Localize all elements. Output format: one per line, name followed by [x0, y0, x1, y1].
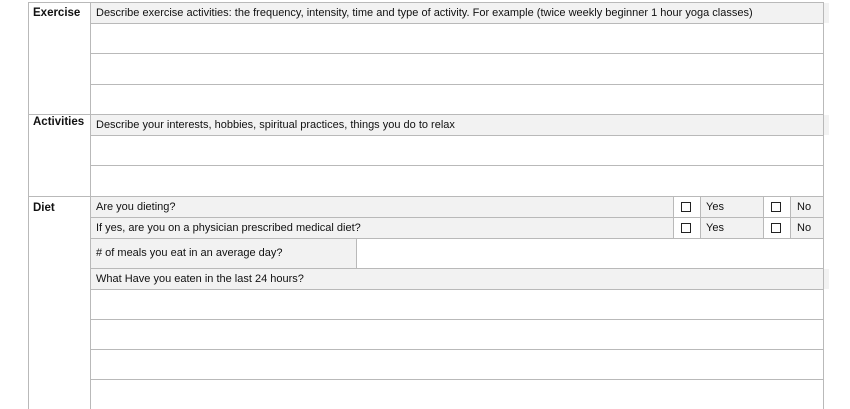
last24-line-3[interactable]	[91, 350, 824, 379]
exercise-label: Exercise	[33, 7, 81, 19]
column-divider	[90, 2, 91, 409]
divider	[91, 23, 824, 24]
physician-no-cell	[764, 218, 790, 238]
activities-label: Activities	[33, 116, 85, 128]
physician-yes-cell	[674, 218, 700, 238]
activities-line-1[interactable]	[91, 136, 824, 165]
physician-no-checkbox[interactable]	[771, 223, 781, 233]
exercise-line-2[interactable]	[91, 54, 824, 84]
divider	[91, 84, 824, 85]
exercise-prompt: Describe exercise activities: the frequency, intensity, time and type of activity. For example (twice weekly beginner 1 hour yoga classes)	[91, 3, 829, 23]
last24-line-2[interactable]	[91, 320, 824, 349]
divider	[91, 53, 824, 54]
diet-label: Diet	[33, 202, 55, 214]
dieting-no-label: No	[791, 197, 824, 217]
physician-yes-checkbox[interactable]	[681, 223, 691, 233]
dieting-question: Are you dieting?	[91, 197, 678, 217]
dieting-yes-cell	[674, 197, 700, 217]
physician-no-label: No	[791, 218, 824, 238]
divider	[700, 197, 701, 238]
physician-yes-label: Yes	[701, 218, 763, 238]
divider	[91, 165, 824, 166]
last24-line-4[interactable]	[91, 380, 824, 409]
activities-prompt: Describe your interests, hobbies, spiritual practices, things you do to relax	[91, 115, 829, 135]
physician-diet-question: If yes, are you on a physician prescribed medical diet?	[91, 218, 678, 238]
last24-line-1[interactable]	[91, 290, 824, 319]
right-border	[823, 2, 824, 409]
divider	[790, 197, 791, 238]
divider	[763, 197, 764, 238]
dieting-no-checkbox[interactable]	[771, 202, 781, 212]
meals-input[interactable]	[357, 239, 824, 268]
divider	[91, 135, 824, 136]
dieting-yes-label: Yes	[701, 197, 763, 217]
meals-question: # of meals you eat in an average day?	[91, 239, 361, 268]
divider	[356, 239, 357, 268]
last24-question: What Have you eaten in the last 24 hours?	[91, 269, 829, 289]
dieting-yes-checkbox[interactable]	[681, 202, 691, 212]
exercise-line-1[interactable]	[91, 24, 824, 53]
left-border	[28, 2, 29, 409]
dieting-no-cell	[764, 197, 790, 217]
exercise-line-3[interactable]	[91, 85, 824, 114]
divider	[673, 197, 674, 238]
activities-line-2[interactable]	[91, 166, 824, 196]
